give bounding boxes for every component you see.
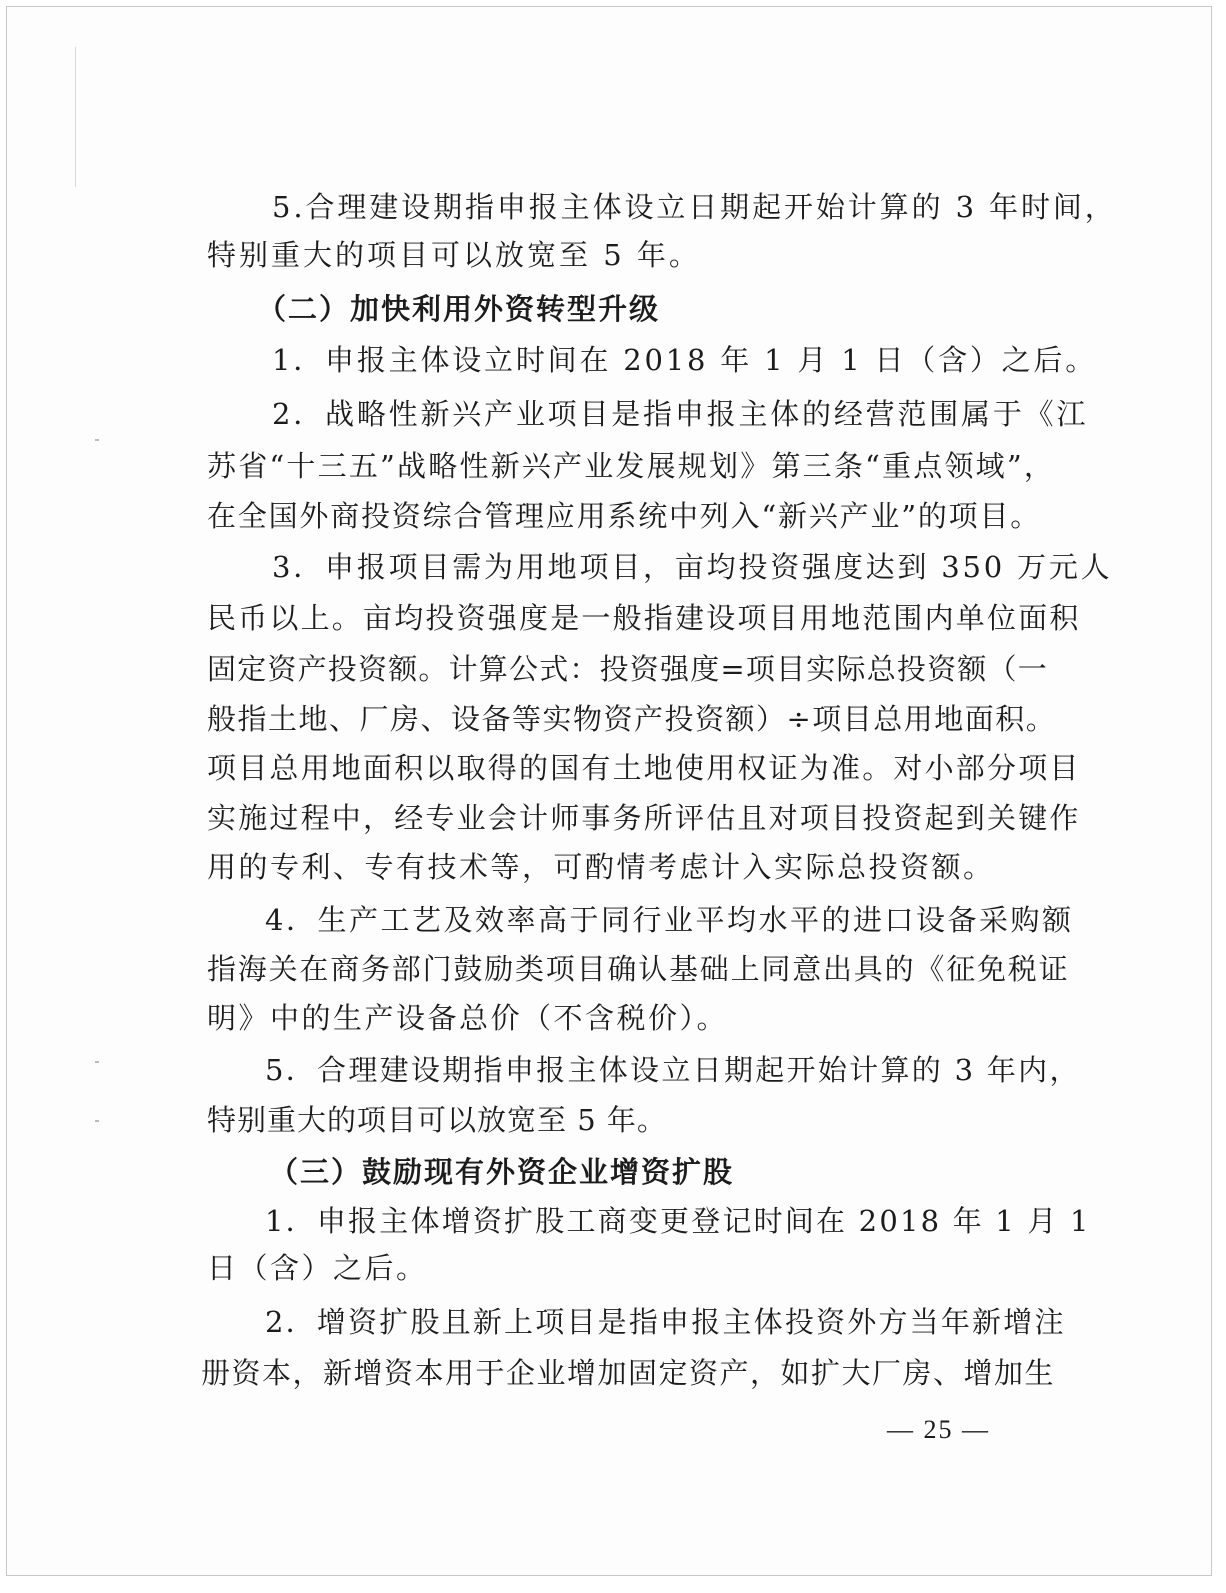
text-line: 5.合理建设期指申报主体设立日期起开始计算的 3 年时间， (272, 190, 1117, 224)
text-line: 固定资产投资额。计算公式：投资强度=项目实际总投资额（一 (207, 652, 1048, 686)
text-line: 实施过程中，经专业会计师事务所评估且对项目投资起到关键作 (207, 801, 1081, 835)
text-line: 5．合理建设期指申报主体设立日期起开始计算的 3 年内， (265, 1053, 1081, 1087)
text-line: 日（含）之后。 (207, 1251, 428, 1285)
text-line: 4．生产工艺及效率高于同行业平均水平的进口设备采购额 (265, 903, 1074, 937)
text-line: 2．战略性新兴产业项目是指申报主体的经营范围属于《江 (272, 397, 1089, 431)
text-line: 民币以上。亩均投资强度是一般指建设项目用地范围内单位面积 (207, 601, 1081, 635)
text-line: 般指土地、厂房、设备等实物资产投资额）÷项目总用地面积。 (207, 702, 1057, 736)
text-line: 3．申报项目需为用地项目，亩均投资强度达到 350 万元人 (272, 550, 1113, 584)
scan-speck (95, 1120, 99, 1122)
page-number: — 25 — (887, 1415, 990, 1444)
text-line: 1．申报主体设立时间在 2018 年 1 月 1 日（含）之后。 (272, 343, 1098, 377)
text-line: 苏省“十三五”战略性新兴产业发展规划》第三条“重点领域”， (207, 449, 1056, 483)
text-line: 在全国外商投资综合管理应用系统中列入“新兴产业”的项目。 (207, 499, 1042, 533)
text-line: 用的专利、专有技术等，可酌情考虑计入实际总投资额。 (207, 850, 995, 884)
text-line: 明》中的生产设备总价（不含税价）。 (207, 1001, 729, 1035)
scan-speck (95, 1061, 99, 1063)
section-heading: （三）鼓励现有外资企业增资扩股 (269, 1155, 735, 1189)
text-line: 册资本，新增资本用于企业增加固定资产，如扩大厂房、增加生 (201, 1356, 1056, 1390)
scan-speck (95, 439, 99, 441)
document-page (6, 6, 1212, 1576)
section-heading: （二）加快利用外资转型升级 (257, 292, 661, 326)
text-line: 1．申报主体增资扩股工商变更登记时间在 2018 年 1 月 1 (265, 1204, 1091, 1238)
text-line: 2．增资扩股且新上项目是指申报主体投资外方当年新增注 (265, 1305, 1066, 1339)
text-line: 特别重大的项目可以放宽至 5 年。 (207, 1103, 667, 1137)
binding-line (75, 47, 76, 187)
text-line: 项目总用地面积以取得的国有土地使用权证为准。对小部分项目 (207, 751, 1081, 785)
text-line: 特别重大的项目可以放宽至 5 年。 (207, 238, 701, 272)
text-line: 指海关在商务部门鼓励类项目确认基础上同意出具的《征免税证 (207, 952, 1070, 986)
